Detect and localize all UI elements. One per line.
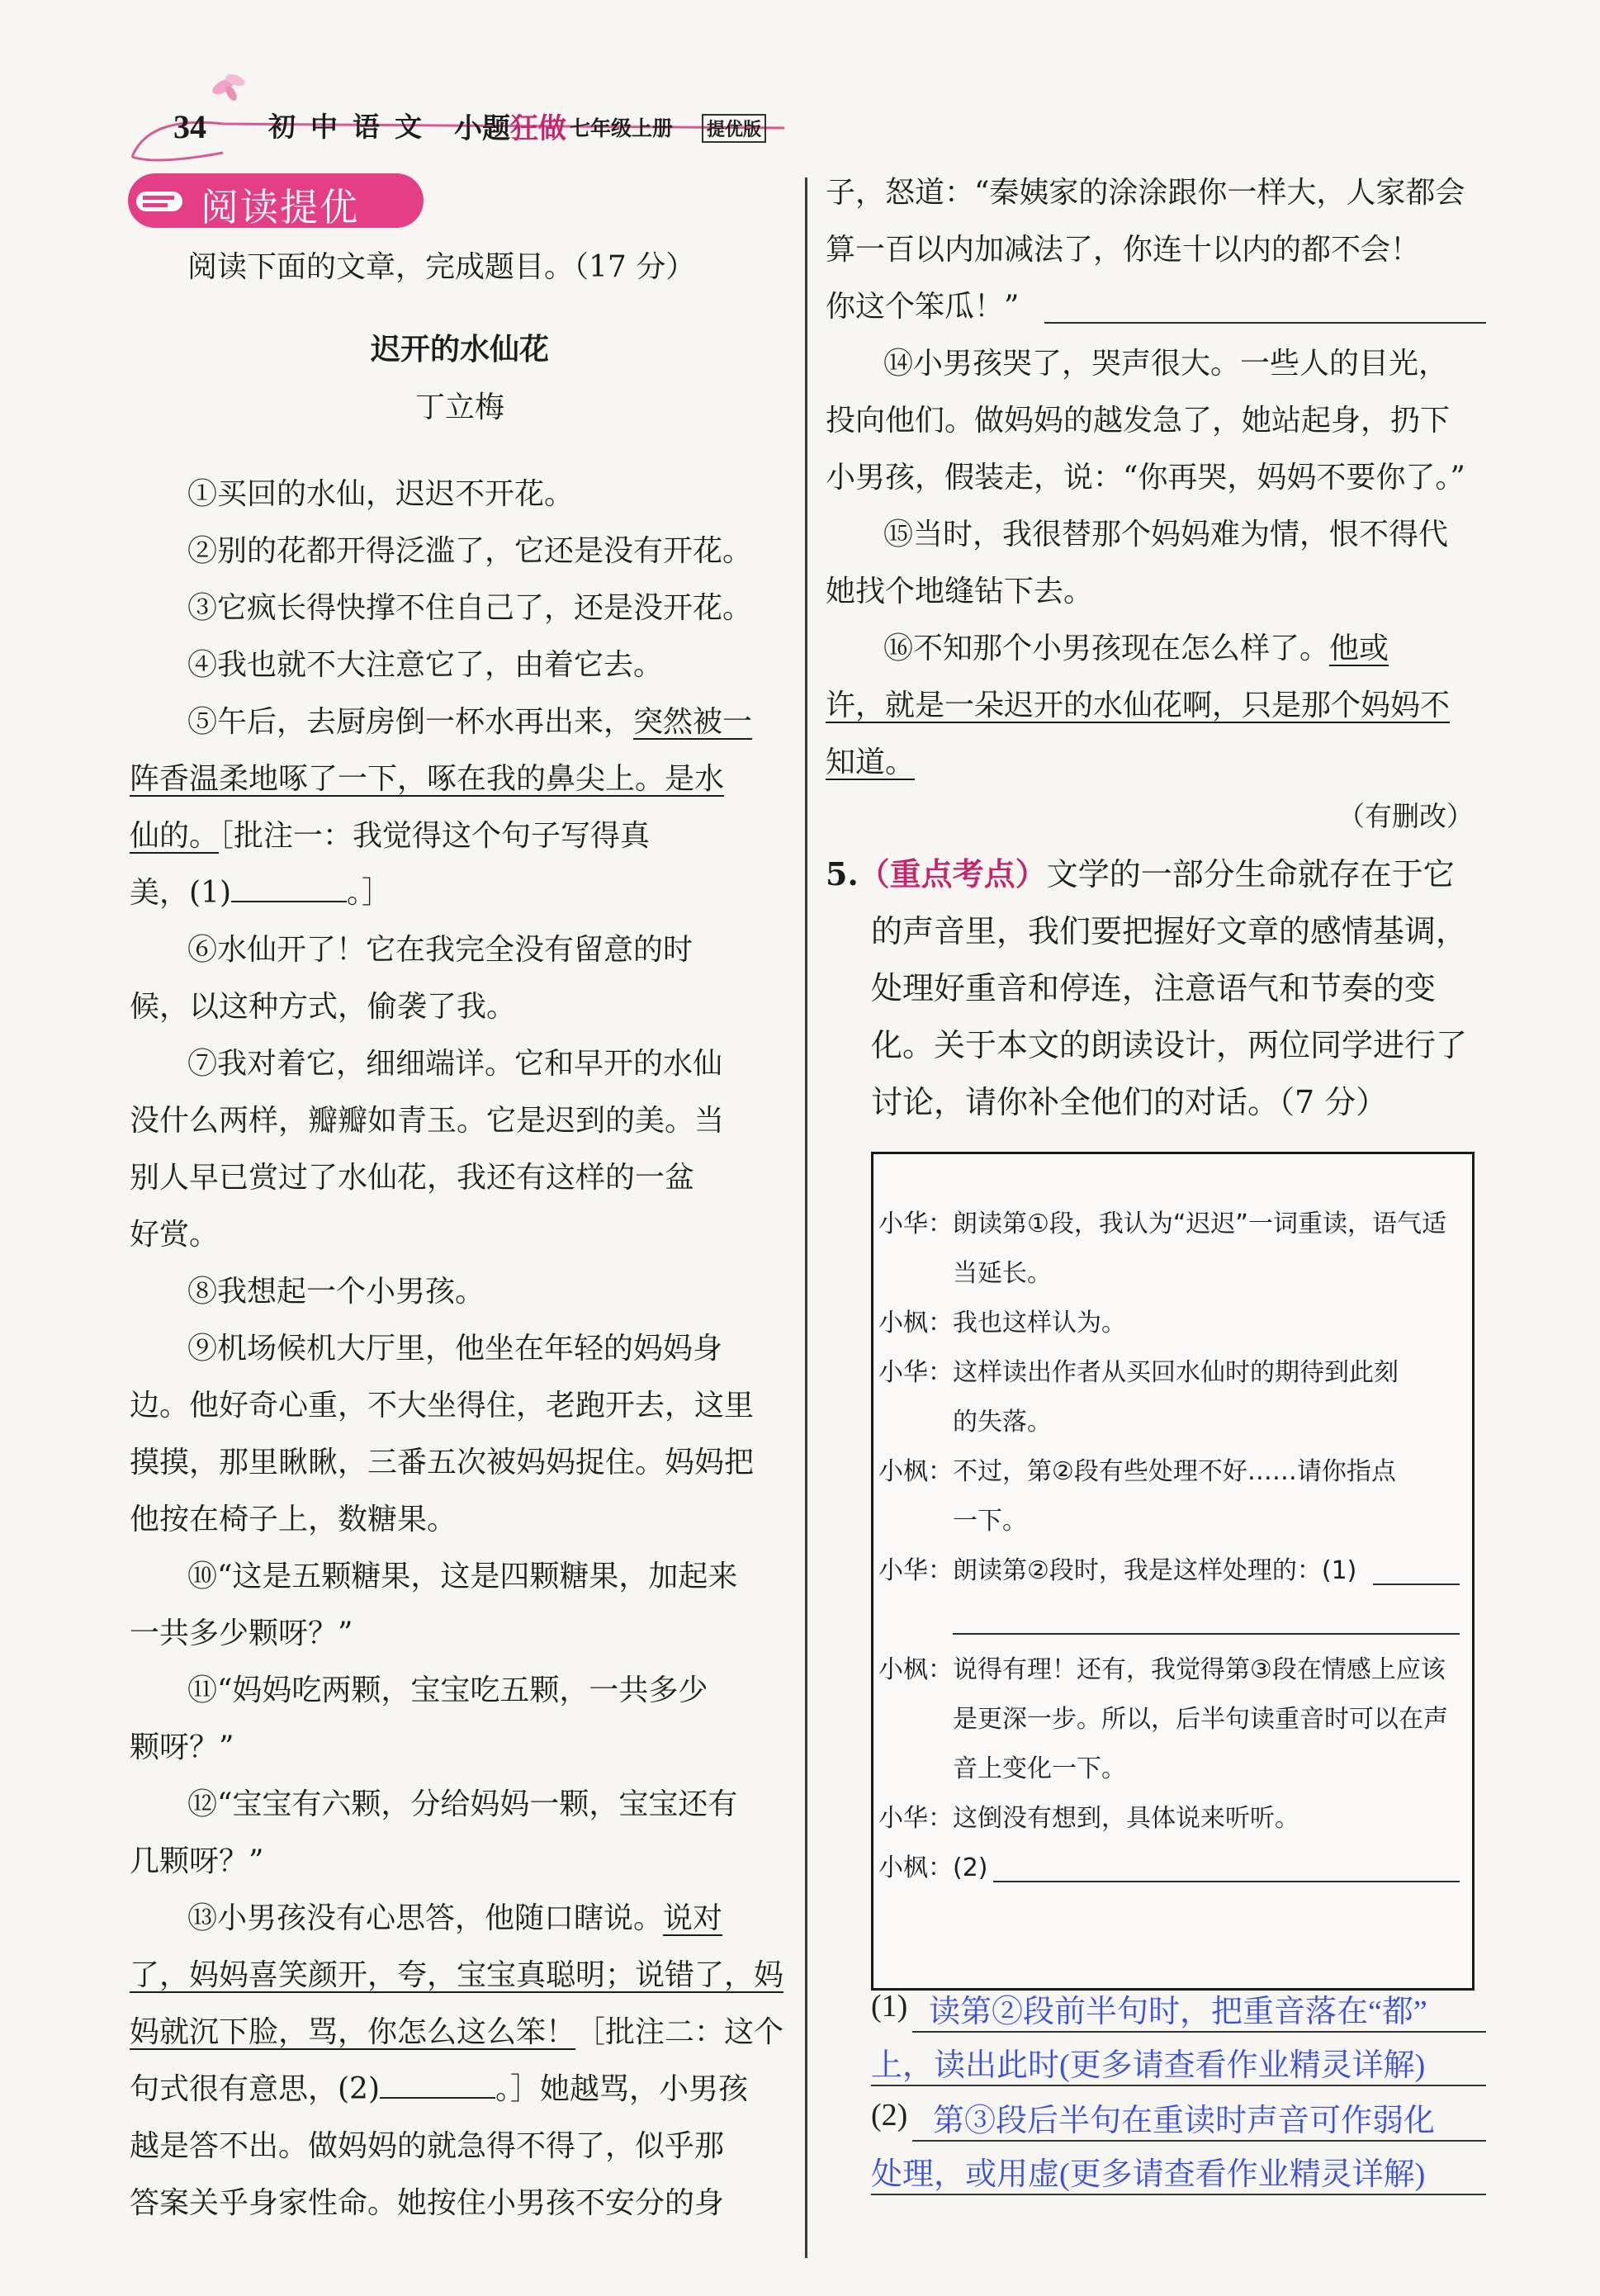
paragraph-1: ①买回的水仙，迟迟不开花。 — [187, 477, 575, 511]
paragraph-5-line-3 — [130, 808, 650, 864]
paragraph-2: ②别的花都开得泛滥了，它还是没有开花。 — [187, 534, 753, 568]
section-title: 阅读提优 — [201, 185, 359, 230]
dialogue-4-line-1: 小枫：不过，第②段有些处理不好……请你指点 — [878, 1457, 1396, 1486]
dialogue-8-blank[interactable] — [993, 1881, 1460, 1882]
header-subject: 初中语文 — [268, 111, 437, 143]
answer-2-rule-2 — [871, 2194, 1486, 2195]
dialogue-6-line-3: 音上变化一下。 — [953, 1754, 1126, 1783]
paragraph-13-line-4 — [130, 2062, 748, 2118]
header-edition-badge: 提优版 — [702, 114, 766, 143]
dialogue-6-line-1: 小枫：说得有理！还有，我觉得第③段在情感上应该 — [878, 1655, 1446, 1684]
page-header — [124, 83, 784, 149]
paragraph-7-line-1: ⑦我对着它，细细端详。它和早开的水仙 — [187, 1047, 723, 1081]
paragraph-14-line-1: ⑭小男孩哭了，哭声很大。一些人的目光， — [883, 347, 1449, 381]
paragraph-14-line-2: 投向他们。做妈妈的越发急了，她站起身，扔下 — [826, 404, 1451, 438]
paragraph-6-line-1: ⑥水仙开了！它在我完全没有留意的时 — [187, 933, 693, 967]
answer-2-line-2: 处理，或用虚(更多请查看作业精灵详解) — [871, 2157, 1426, 2192]
pointing-hand-icon — [135, 180, 184, 221]
paragraph-9-line-4: 他按在椅子上，数糖果。 — [130, 1503, 457, 1536]
annotation-2-suffix: 。］她越骂，小男孩 — [495, 2072, 749, 2106]
answer-1-rule-2 — [871, 2085, 1486, 2086]
paragraph-11-line-2: 颗呀？” — [130, 1730, 234, 1764]
answer-1-rule-1 — [912, 2031, 1486, 2033]
p5-underlined: 突然被一 — [633, 705, 753, 739]
paragraph-11-line-1: ⑪“妈妈吃两颗，宝宝吃五颗，一共多少 — [187, 1673, 708, 1707]
dialogue-4-line-2: 一下。 — [953, 1507, 1027, 1536]
paragraph-16-line-3 — [826, 735, 915, 791]
column-divider — [805, 178, 807, 2258]
p5-text: ⑤午后，去厨房倒一杯水再出来， — [187, 705, 634, 739]
continued-line-rule — [1044, 322, 1486, 324]
paragraph-10-line-2: 一共多少颗呀？” — [130, 1617, 353, 1650]
paragraph-13-line-1 — [187, 1891, 722, 1947]
series-a: 小题 — [454, 112, 510, 145]
annotation-2-blank[interactable] — [380, 2072, 495, 2099]
annotation-1-prefix: 美，(1) — [130, 876, 231, 910]
page-number: 34 — [173, 108, 206, 145]
dialogue-box — [871, 1152, 1475, 1991]
p13-underlined: 说对 — [663, 1901, 723, 1935]
key-point-tag: （重点考点） — [858, 856, 1047, 892]
dialogue-6-line-2: 是更深一步。所以，后半句读重音时可以在声 — [953, 1705, 1448, 1734]
question-5-line-5: 讨论，请你补全他们的对话。（7 分） — [871, 1084, 1388, 1120]
p13-underlined-3: 妈就沉下脸，骂，你怎么这么笨！ — [130, 2015, 576, 2049]
question-5-line-4: 化。关于本文的朗读设计，两位同学进行了 — [871, 1027, 1468, 1063]
question-number: 5. — [826, 855, 859, 892]
paragraph-12-line-1: ⑫“宝宝有六颗，分给妈妈一颗，宝宝还有 — [187, 1787, 738, 1821]
p13-text: ⑬小男孩没有心思答，他随口瞎说。 — [187, 1901, 664, 1935]
annotation-1-suffix: 。］ — [347, 876, 392, 910]
article-author: 丁立梅 — [414, 391, 504, 424]
p16-underlined-2: 许，就是一朵迟开的水仙花啊，只是那个妈妈不 — [826, 689, 1451, 722]
paragraph-5-line-1 — [187, 694, 752, 750]
paragraph-9-line-1: ⑨机场候机大厅里，他坐在年轻的妈妈身 — [187, 1332, 723, 1366]
paragraph-4: ④我也就不大注意它了，由着它去。 — [187, 648, 664, 682]
answer-1-line-2: 上，读出此时(更多请查看作业精灵详解) — [871, 2048, 1426, 2083]
paragraph-15-line-2: 她找个地缝钻下去。 — [826, 575, 1094, 608]
paragraph-14-line-3: 小男孩，假装走，说：“你再哭，妈妈不要你了。” — [826, 461, 1465, 495]
paragraph-13-line-3 — [130, 2005, 783, 2061]
flower-icon — [198, 62, 264, 111]
dialogue-1-line-1: 小华：朗读第①段，我认为“迟迟”一词重读，语气适 — [878, 1210, 1446, 1238]
continued-line-3: 你这个笨瓜！” — [826, 290, 1020, 324]
paragraph-13-line-5: 越是答不出。做妈妈的就急得不得了，似乎那 — [130, 2129, 725, 2163]
dialogue-3-line-2: 的失落。 — [953, 1408, 1052, 1437]
header-grade: 七年级上册 — [570, 116, 674, 140]
series-b: 狂做 — [510, 112, 566, 145]
answer-1-label: (1) — [871, 1989, 908, 2024]
annotation-2: ［批注二：这个 — [575, 2015, 784, 2049]
p16-underlined-3: 知道。 — [826, 746, 916, 779]
p16-underlined: 他或 — [1329, 632, 1389, 665]
answer-1-line-1: 读第②段前半句时，把重音落在“都” — [929, 1995, 1427, 2029]
p5-underlined-2: 阵香温柔地啄了一下，啄在我的鼻尖上。是水 — [130, 762, 725, 796]
dialogue-3-line-1: 小华：这样读出作者从买回水仙时的期待到此刻 — [878, 1358, 1399, 1387]
continued-line-1: 子，怒道：“秦姨家的涂涂跟你一样大，人家都会 — [826, 176, 1465, 210]
paragraph-13-line-2 — [130, 1948, 783, 2004]
continued-line-2: 算一百以内加减法了，你连十以内的都不会！ — [826, 233, 1421, 267]
paragraph-9-line-3: 摸摸，那里瞅瞅，三番五次被妈妈捉住。妈妈把 — [130, 1446, 755, 1479]
p13-underlined-2: 了，妈妈喜笑颜开，夸，宝宝真聪明；说错了，妈 — [130, 1958, 784, 1992]
annotation-1-blank[interactable] — [231, 876, 347, 902]
dialogue-8: 小枫：(2) — [878, 1853, 988, 1882]
source-note: （有删改） — [1337, 800, 1474, 832]
paragraph-9-line-2: 边。他好奇心重，不大坐得住，老跑开去，这里 — [130, 1389, 755, 1423]
paragraph-6-line-2: 候，以这种方式，偷袭了我。 — [130, 990, 517, 1024]
question-5-text: 文学的一部分生命就存在于它 — [1046, 856, 1455, 892]
dialogue-5: 小华：朗读第②段时，我是这样处理的：(1) — [878, 1556, 1357, 1585]
paragraph-5-line-2 — [130, 751, 724, 807]
annotation-1: ［批注一：我觉得这个句子写得真 — [219, 819, 651, 853]
paragraph-16-line-1 — [883, 621, 1389, 677]
paragraph-10-line-1: ⑩“这是五颗糖果，这是四颗糖果，加起来 — [187, 1560, 738, 1593]
dialogue-1-line-2: 当延长。 — [953, 1259, 1052, 1288]
dialogue-5-blank-2[interactable] — [953, 1633, 1460, 1635]
dialogue-5-blank-1[interactable] — [1373, 1584, 1460, 1585]
paragraph-15-line-1: ⑮当时，我很替那个妈妈难为情，恨不得代 — [883, 518, 1449, 552]
header-series — [454, 106, 566, 146]
question-5-line-3: 处理好重音和停连，注意语气和节奏的变 — [871, 970, 1437, 1006]
question-5-line-1 — [826, 846, 1455, 902]
paragraph-8: ⑧我想起一个小男孩。 — [187, 1275, 485, 1309]
p16-text: ⑯不知那个小男孩现在怎么样了。 — [883, 632, 1330, 665]
paragraph-5-line-4 — [130, 865, 391, 921]
paragraph-7-line-2: 没什么两样，瓣瓣如青玉。它是迟到的美。当 — [130, 1104, 725, 1138]
answer-2-label: (2) — [871, 2098, 908, 2133]
paragraph-16-line-2 — [826, 678, 1450, 734]
section-badge — [128, 173, 424, 228]
dialogue-7: 小华：这倒没有想到，具体说来听听。 — [878, 1804, 1299, 1833]
article-title: 迟开的水仙花 — [370, 333, 549, 367]
paragraph-3: ③它疯长得快撑不住自己了，还是没开花。 — [187, 591, 753, 625]
p5-underlined-3: 仙的。 — [130, 819, 220, 853]
annotation-2-prefix: 句式很有意思，(2) — [130, 2072, 380, 2106]
paragraph-7-line-4: 好赏。 — [130, 1218, 220, 1252]
question-5-line-2: 的声音里，我们要把握好文章的感情基调， — [871, 913, 1468, 949]
answer-2-rule-1 — [912, 2140, 1486, 2142]
paragraph-7-line-3: 别人早已赏过了水仙花，我还有这样的一盆 — [130, 1161, 695, 1195]
paragraph-13-line-6: 答案关乎身家性命。她按住小男孩不安分的身 — [130, 2186, 725, 2220]
reading-instruction: 阅读下面的文章，完成题目。（17 分） — [187, 250, 696, 284]
paragraph-12-line-2: 几颗呀？” — [130, 1844, 264, 1878]
answer-2-line-1: 第③段后半句在重读时声音可作弱化 — [933, 2104, 1436, 2138]
dialogue-2: 小枫：我也这样认为。 — [878, 1309, 1126, 1337]
